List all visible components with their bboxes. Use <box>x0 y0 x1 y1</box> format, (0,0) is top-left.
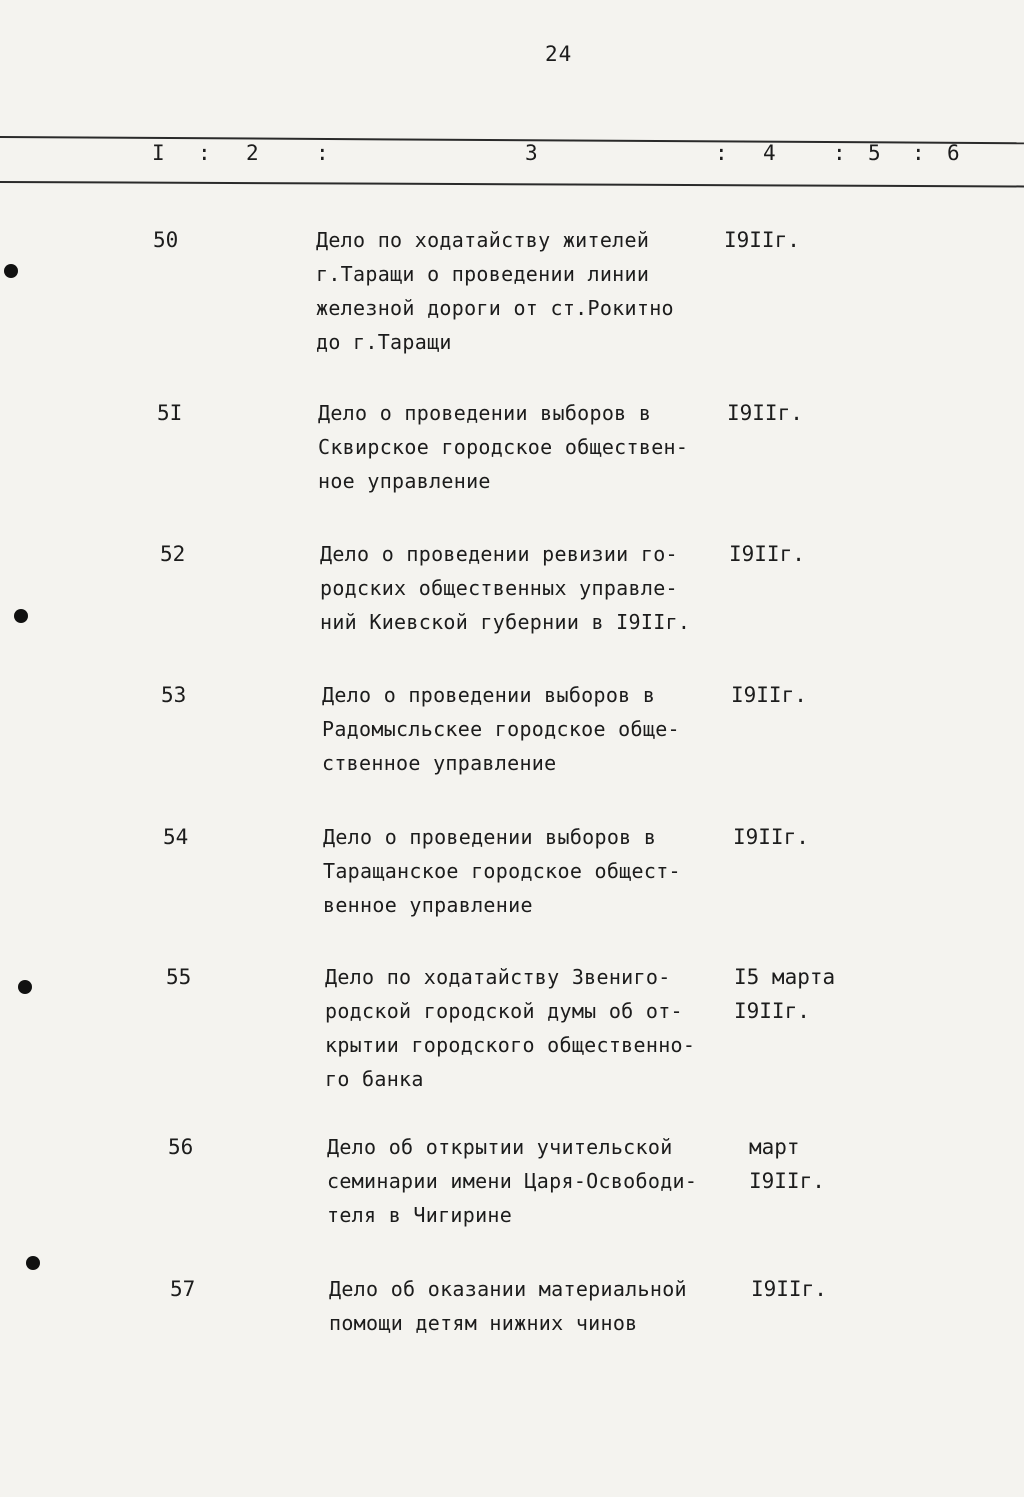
list-item <box>0 960 1024 1100</box>
entry-date: I5 марта I9IIг. <box>734 965 836 1023</box>
list-item <box>0 396 1024 506</box>
column-separator: : <box>316 141 329 165</box>
entry-title: Дело об открытии учительской семинарии имени Царя-Освободи- теля в Чигирине <box>327 1135 698 1227</box>
entry-date: I9IIг. <box>731 683 807 707</box>
column-separator: : <box>912 141 925 165</box>
entry-title: Дело по ходатайству Звениго- родской городской думы об от- крытии городского общественно- го банка <box>325 965 696 1091</box>
entry-date: I9IIг. <box>727 401 803 425</box>
column-header-5: 5 <box>868 141 881 165</box>
column-header-1: I <box>152 141 165 165</box>
entry-title: Дело о проведении выборов в Сквирское городское обществен- ное управление <box>318 401 689 493</box>
punch-hole-mark <box>4 264 18 278</box>
entry-number: 5I <box>157 401 183 425</box>
entry-date: I9IIг. <box>733 825 809 849</box>
list-item <box>0 1130 1024 1240</box>
column-header-4: 4 <box>763 141 776 165</box>
column-header-2: 2 <box>246 141 259 165</box>
entry-number: 54 <box>163 825 189 849</box>
entry-date: I9IIг. <box>751 1277 827 1301</box>
entry-number: 50 <box>153 228 179 252</box>
entry-date: I9IIг. <box>724 228 800 252</box>
list-item <box>0 1272 1024 1352</box>
page-number: 24 <box>545 42 573 66</box>
entry-number: 52 <box>160 542 186 566</box>
entry-date: март I9IIг. <box>749 1135 825 1193</box>
entry-number: 56 <box>168 1135 194 1159</box>
entry-title: Дело о проведении выборов в Радомысльскее городское обще- ственное управление <box>322 683 680 775</box>
column-separator: : <box>715 141 728 165</box>
list-item <box>0 678 1024 788</box>
list-item <box>0 537 1024 647</box>
punch-hole-mark <box>18 980 32 994</box>
entry-title: Дело о проведении выборов в Таращанское городское общест- венное управление <box>323 825 681 917</box>
entry-number: 57 <box>170 1277 196 1301</box>
entry-title: Дело по ходатайству жителей г.Таращи о проведении линии железной дороги от ст.Рокитно до г.Таращи <box>316 228 674 354</box>
column-separator: : <box>198 141 211 165</box>
entry-date: I9IIг. <box>729 542 805 566</box>
column-separator: : <box>833 141 846 165</box>
column-header-6: 6 <box>947 141 960 165</box>
entry-title: Дело об оказании материальной помощи детям нижних чинов <box>329 1277 687 1335</box>
punch-hole-mark <box>14 609 28 623</box>
entry-number: 53 <box>161 683 187 707</box>
column-header-row <box>0 141 1024 171</box>
column-header-3: 3 <box>525 141 538 165</box>
list-item <box>0 820 1024 930</box>
entry-title: Дело о проведении ревизии го- родских общественных управле- ний Киевской губернии в I9IIг. <box>320 542 691 634</box>
list-item <box>0 223 1024 363</box>
entry-number: 55 <box>166 965 192 989</box>
punch-hole-mark <box>26 1256 40 1270</box>
table-header-bottom-rule <box>0 181 1024 187</box>
